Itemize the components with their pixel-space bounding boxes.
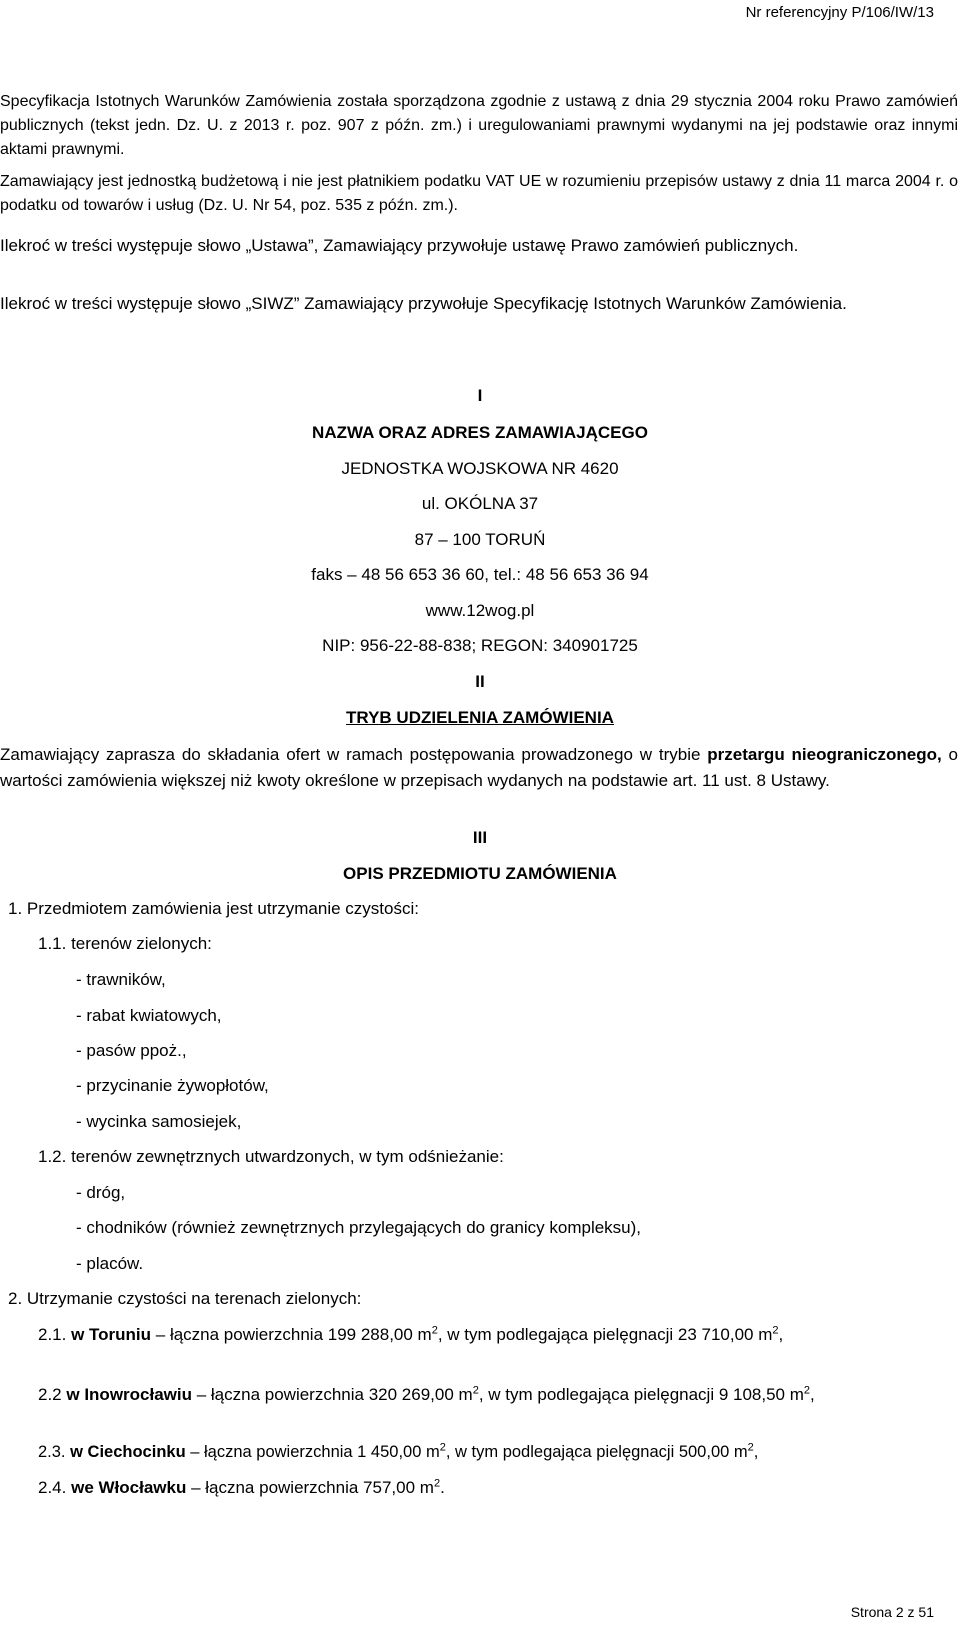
green-list-item: - rabat kwiatowych,: [76, 1006, 222, 1025]
green-list-item: - przycinanie żywopłotów,: [76, 1076, 269, 1095]
intro-paragraph-ustawa: Ilekroć w treści występuje słowo „Ustawa”, Zamawiający przywołuje ustawę Prawo zamówień publicznych.: [0, 236, 799, 255]
contracting-authority-street: ul. OKÓLNA 37: [421, 494, 539, 513]
item-2-4-wloclawek: 2.4. we Włocławku – łączna powierzchnia 757,00 $m^2$.: [38, 1477, 445, 1497]
contracting-authority-city: 87 – 100 TORUŃ: [414, 530, 546, 549]
section-1-numeral: I: [477, 386, 483, 405]
contracting-authority-website: www.12wog.pl: [425, 601, 535, 620]
contracting-authority-name: JEDNOSTKA WOJSKOWA NR 4620: [341, 459, 619, 478]
contracting-authority-ids: NIP: 956-22-88-838; REGON: 340901725: [322, 636, 638, 655]
intro-paragraph-legal-basis: Specyfikacja Istotnych Warunków Zamówienia została sporządzona zgodnie z ustawą z dnia 29 stycznia 2004 roku Prawo zamówień publicznych (tekst jedn. Dz. U. z 2013 r. poz. 907 z późn. zm.) i uregulowaniami prawnymi wydanymi na jej podstawie oraz innymi aktami prawnymi.: [0, 93, 958, 158]
green-list-item: - pasów ppoż.,: [76, 1041, 187, 1060]
hard-list-item: - chodników (również zewnętrznych przylegających do granicy kompleksu),: [76, 1218, 642, 1237]
item-2-1-torun: 2.1. w Toruniu – łączna powierzchnia 199 288,00 $m^2$, w tym podlegająca pielęgnacji 23 710,00 $m^2$,: [38, 1324, 784, 1344]
item-1-2: 1.2. terenów zewnętrznych utwardzonych, w tym odśnieżanie:: [38, 1147, 504, 1166]
green-list-item: - trawników,: [76, 970, 166, 989]
hard-list-item: - placów.: [76, 1254, 144, 1273]
intro-paragraph-vat: Zamawiający jest jednostką budżetową i nie jest płatnikiem podatku VAT UE w rozumieniu przepisów ustawy z dnia 11 marca 2004 r. o podatku od towarów i usług (Dz. U. Nr 54, poz. 535 z późn. zm.).: [0, 173, 958, 214]
item-2-3-ciechocinek: 2.3. w Ciechocinku – łączna powierzchnia 1 450,00 $m^2$, w tym podlegająca pielęgnacji 500,00 $m^2$,: [38, 1441, 759, 1461]
hard-list-item: - dróg,: [76, 1183, 126, 1202]
item-2-2-inowroclaw: 2.2 w Inowrocławiu – łączna powierzchnia 320 269,00 $m^2$, w tym podlegająca pielęgnacji 9 108,50 $m^2$,: [38, 1384, 815, 1404]
section-1-title: NAZWA ORAZ ADRES ZAMAWIAJĄCEGO: [312, 423, 648, 442]
item-1: 1. Przedmiotem zamówienia jest utrzymanie czystości:: [8, 899, 419, 918]
page-number: Strona 2 z 51: [850, 1604, 934, 1620]
section-3-numeral: III: [472, 828, 488, 847]
contracting-authority-phones: faks – 48 56 653 36 60, tel.: 48 56 653 36 94: [311, 565, 649, 584]
item-2: 2. Utrzymanie czystości na terenach zielonych:: [8, 1289, 362, 1308]
section-2-title: TRYB UDZIELENIA ZAMÓWIENIA: [346, 708, 614, 727]
section-2-numeral: II: [475, 672, 485, 691]
intro-paragraph-siwz: Ilekroć w treści występuje słowo „SIWZ” Zamawiający przywołuje Specyfikację Istotnych Warunków Zamówienia.: [0, 294, 847, 313]
green-list-item: - wycinka samosiejek,: [76, 1112, 242, 1131]
procedure-type: przetargu nieograniczonego,: [707, 745, 942, 764]
section-3-title: OPIS PRZEDMIOTU ZAMÓWIENIA: [343, 864, 617, 883]
procedure-paragraph: Zamawiający zaprasza do składania ofert w ramach postępowania prowadzonego w trybie przetargu nieograniczonego, o wartości zamówienia większej niż kwoty określone w przepisach wydanych na podstawie art. 11 ust. 8 Ustawy.: [0, 745, 958, 790]
reference-number: Nr referencyjny P/106/IW/13: [745, 4, 934, 21]
item-1-1: 1.1. terenów zielonych:: [38, 934, 212, 953]
